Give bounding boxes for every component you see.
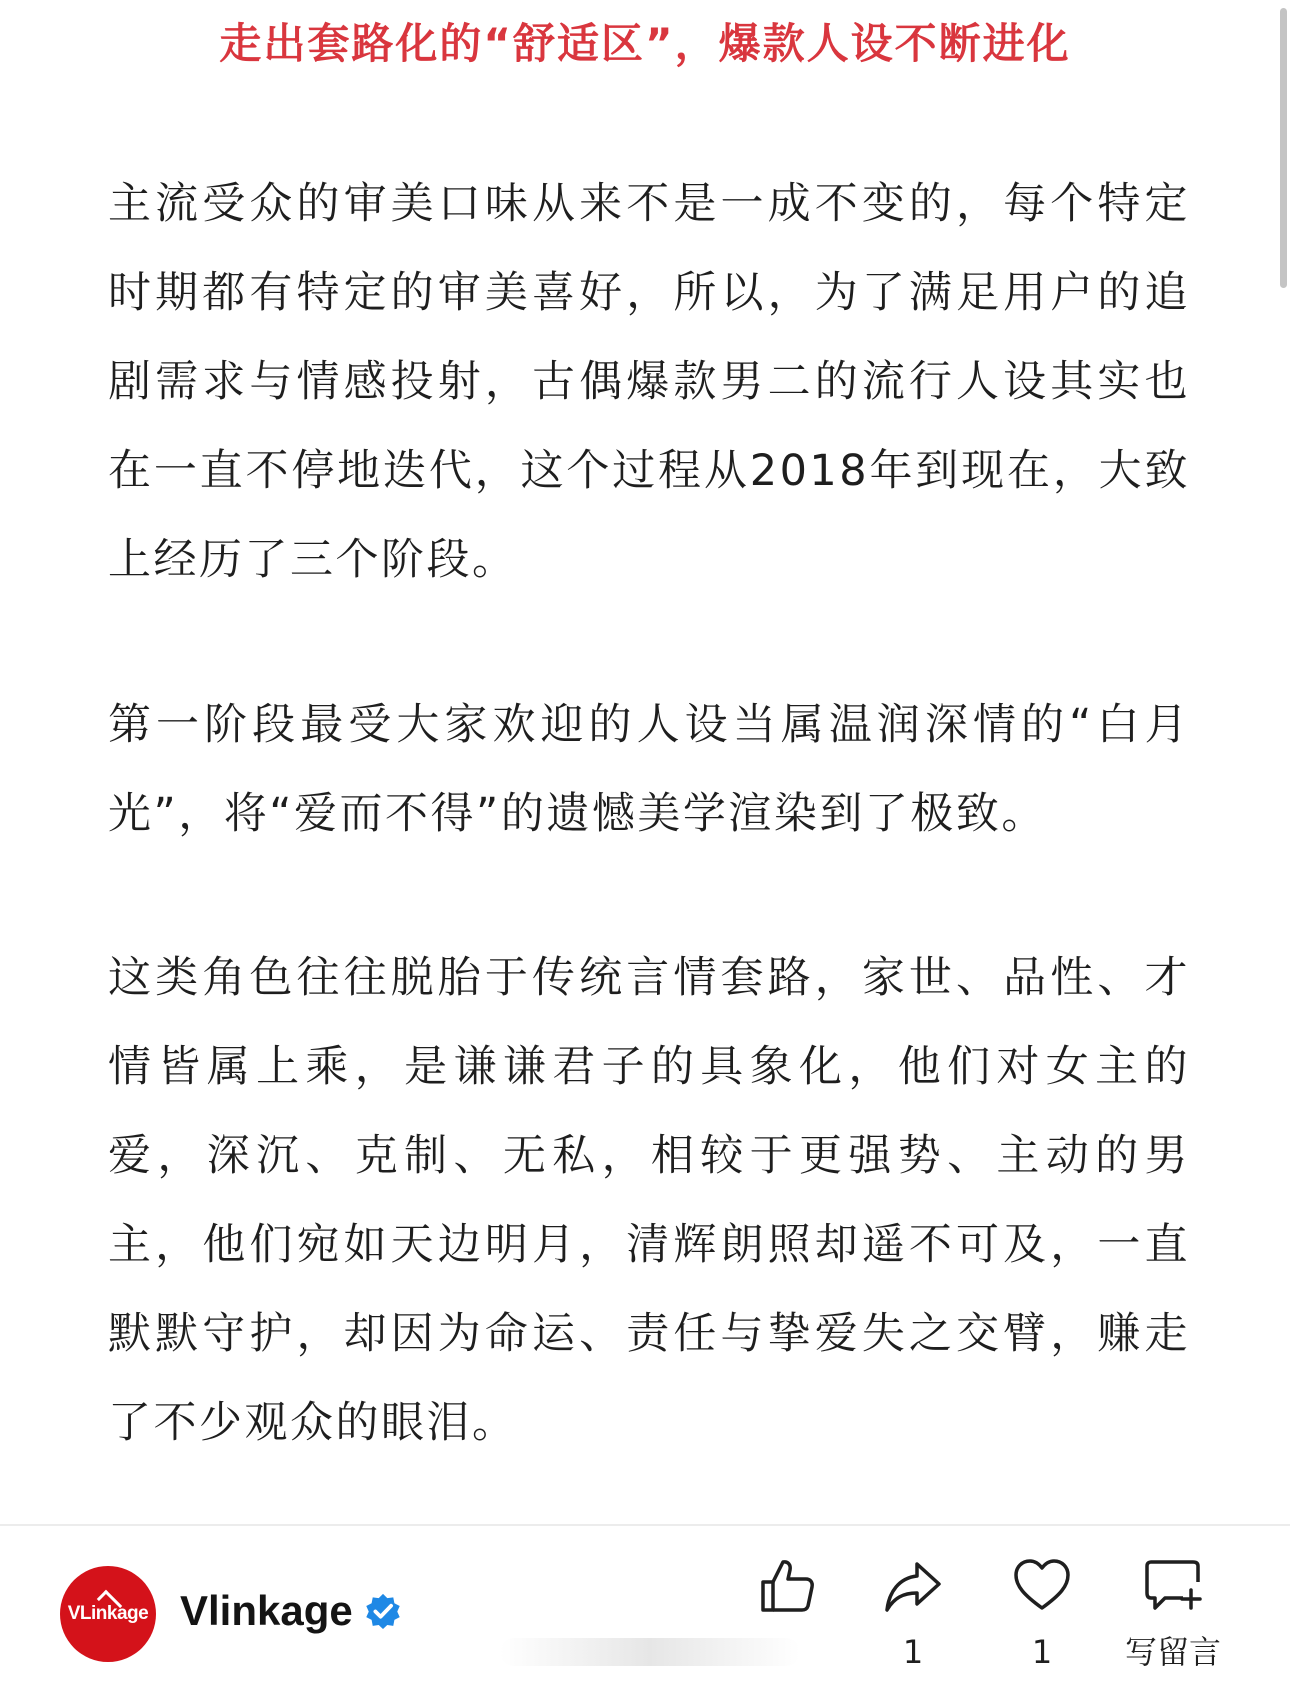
scrollbar[interactable] — [1278, 0, 1290, 1522]
account-name[interactable]: Vlinkage — [180, 1587, 353, 1634]
scrollbar-thumb[interactable] — [1280, 8, 1287, 288]
write-comment-button[interactable] — [1113, 1556, 1233, 1672]
paragraph-2: 第一阶段最受大家欢迎的人设当属温润深情的“白月光”，将“爱而不得”的遗憾美学渲染到了极致。 — [108, 700, 1190, 839]
like-button[interactable] — [727, 1556, 847, 1672]
comment-add-icon — [1143, 1556, 1203, 1616]
avatar[interactable] — [60, 1566, 156, 1662]
share-button[interactable] — [853, 1556, 973, 1672]
share-count: 1 — [902, 1633, 924, 1671]
thumbs-up-icon — [757, 1556, 817, 1616]
paragraph-1: 主流受众的审美口味从来不是一成不变的，每个特定时期都有特定的审美喜好，所以，为了满足用户的追剧需求与情感投射，古偶爆款男二的流行人设其实也在一直不停地迭代，这个过程从2018年到现在，大致上经历了三个阶段。 — [108, 179, 1190, 585]
favorite-count: 1 — [1031, 1633, 1053, 1671]
share-arrow-icon — [883, 1556, 943, 1616]
section-heading: 走出套路化的“舒适区”，爆款人设不断进化 — [219, 19, 1071, 68]
favorite-button[interactable] — [982, 1556, 1102, 1672]
write-comment-label: 写留言 — [1124, 1633, 1221, 1671]
bottom-action-bar — [0, 1526, 1290, 1682]
heart-icon — [1012, 1556, 1072, 1616]
avatar-logo-text: VLinkage — [67, 1603, 149, 1624]
verified-badge-icon — [364, 1592, 402, 1630]
paragraph-3: 这类角色往往脱胎于传统言情套路，家世、品性、才情皆属上乘，是谦谦君子的具象化，他们对女主的爱，深沉、克制、无私，相较于更强势、主动的男主，他们宛如天边明月，清辉朗照却遥不可及，一直默默守护，却因为命运、责任与挚爱失之交臂，赚走了不少观众的眼泪。 — [108, 953, 1190, 1448]
